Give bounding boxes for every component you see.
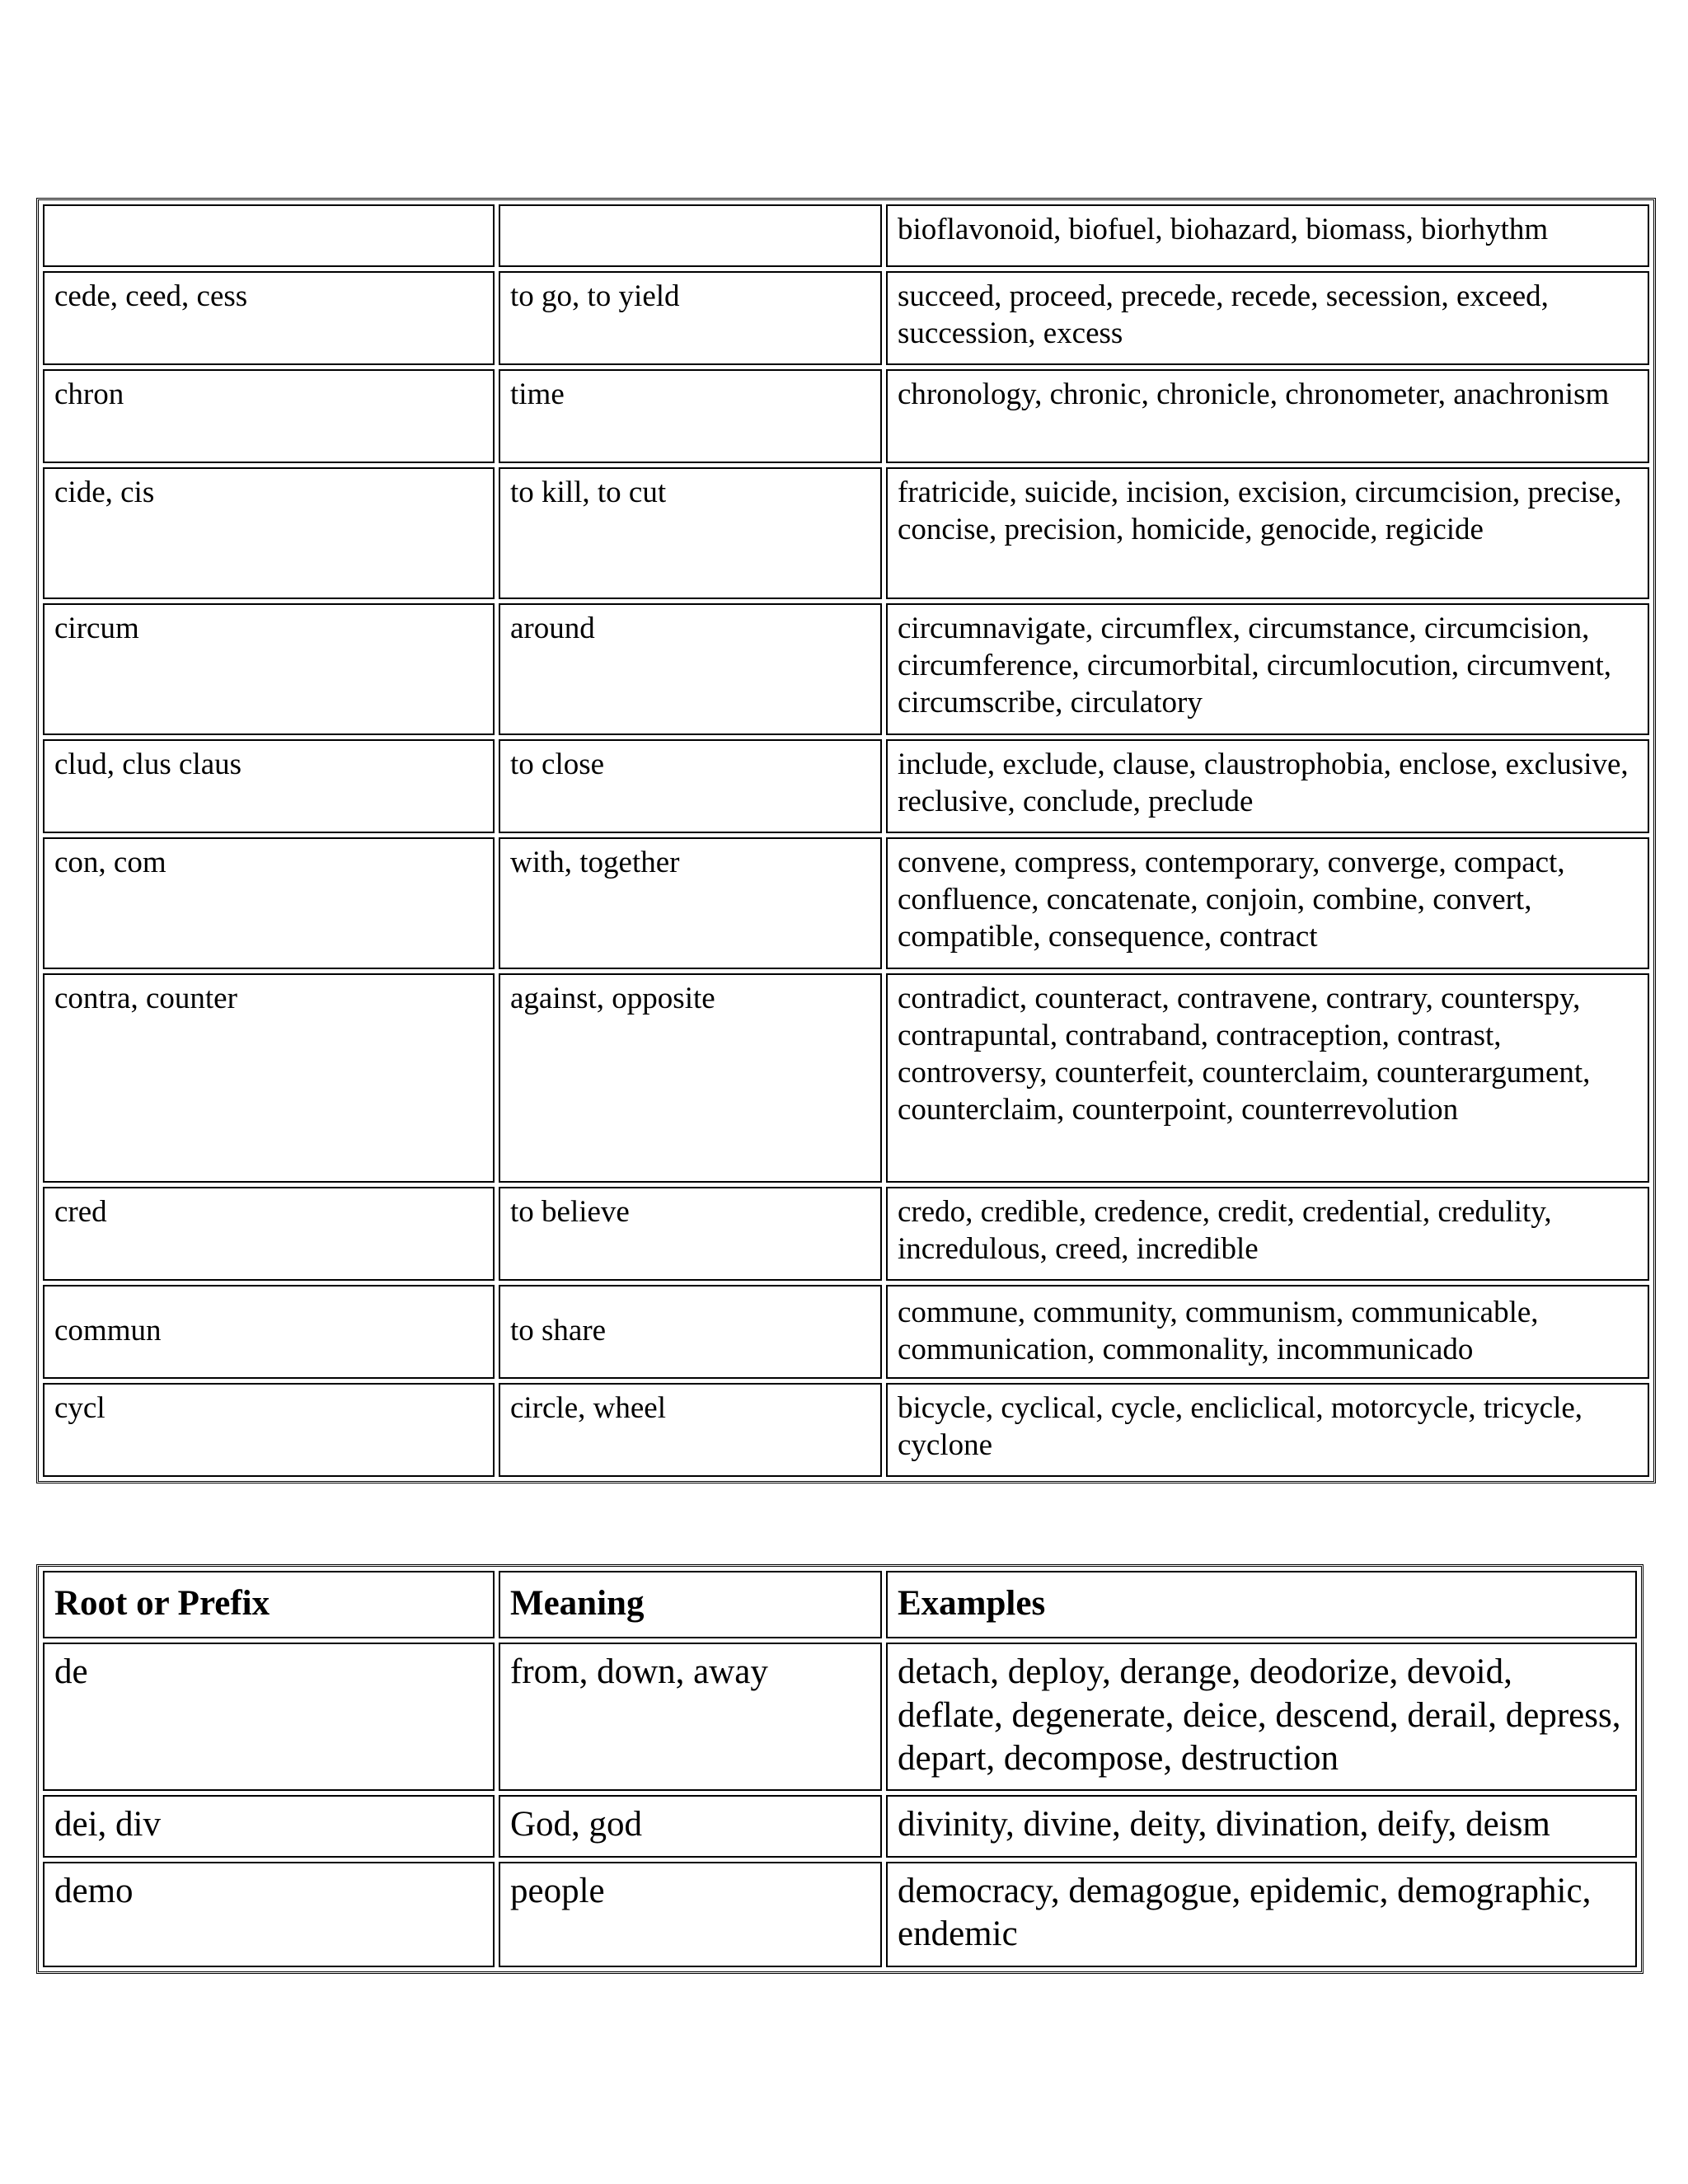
root-cell: chron [43,369,495,463]
meaning-cell [499,204,882,267]
meaning-cell: circle, wheel [499,1383,882,1477]
table-row [43,837,1649,969]
roots-table-continued [36,198,1656,1483]
table-row [43,1795,1637,1858]
meaning-cell: to close [499,739,882,833]
examples-cell: contradict, counteract, contravene, contrary, counterspy, contrapuntal, contraband, contraception, contrast, controversy, counterfeit, counterclaim, counterargument, counterclaim, counterpoint, counterrevolution [886,973,1649,1183]
meaning-cell: to believe [499,1187,882,1281]
meaning-cell: with, together [499,837,882,969]
root-cell: cycl [43,1383,495,1477]
meaning-cell: to kill, to cut [499,467,882,599]
root-cell: cide, cis [43,467,495,599]
meaning-cell: from, down, away [499,1643,882,1790]
table-row [43,603,1649,735]
meaning-cell: God, god [499,1795,882,1858]
table-row [43,739,1649,833]
meaning-cell: around [499,603,882,735]
header-meaning: Meaning [499,1571,882,1638]
root-cell: contra, counter [43,973,495,1183]
examples-cell: circumnavigate, circumflex, circumstance, circumcision, circumference, circumorbital, circumlocution, circumvent, circumscribe, circulatory [886,603,1649,735]
examples-cell: fratricide, suicide, incision, excision, circumcision, precise, concise, precision, homicide, genocide, regicide [886,467,1649,599]
table-row [43,1643,1637,1790]
root-cell: dei, div [43,1795,495,1858]
examples-cell: bioflavonoid, biofuel, biohazard, biomass, biorhythm [886,204,1649,267]
table-row [43,369,1649,463]
header-root-or-prefix: Root or Prefix [43,1571,495,1638]
root-cell: de [43,1643,495,1790]
root-cell: circum [43,603,495,735]
table-row [43,204,1649,267]
table-header-row [43,1571,1637,1638]
table-row [43,467,1649,599]
root-cell [43,204,495,267]
examples-cell: commune, community, communism, communicable, communication, commonality, incommunicado [886,1285,1649,1379]
table-row [43,1285,1649,1379]
root-cell: cred [43,1187,495,1281]
meaning-cell: against, opposite [499,973,882,1183]
meaning-cell: time [499,369,882,463]
table-row [43,973,1649,1183]
root-cell: demo [43,1862,495,1967]
header-examples: Examples [886,1571,1637,1638]
table-row [43,1383,1649,1477]
root-cell: clud, clus claus [43,739,495,833]
meaning-cell: people [499,1862,882,1967]
examples-cell: divinity, divine, deity, divination, deify, deism [886,1795,1637,1858]
root-cell: cede, ceed, cess [43,271,495,365]
root-cell: commun [43,1285,495,1379]
table-row [43,271,1649,365]
examples-cell: succeed, proceed, precede, recede, secession, exceed, succession, excess [886,271,1649,365]
meaning-cell: to go, to yield [499,271,882,365]
examples-cell: include, exclude, clause, claustrophobia, enclose, exclusive, reclusive, conclude, preclude [886,739,1649,833]
examples-cell: convene, compress, contemporary, converge, compact, confluence, concatenate, conjoin, combine, convert, compatible, consequence, contract [886,837,1649,969]
examples-cell: chronology, chronic, chronicle, chronometer, anachronism [886,369,1649,463]
roots-table-d [36,1564,1643,1974]
root-cell: con, com [43,837,495,969]
examples-cell: bicycle, cyclical, cycle, encliclical, motorcycle, tricycle, cyclone [886,1383,1649,1477]
examples-cell: democracy, demagogue, epidemic, demographic, endemic [886,1862,1637,1967]
meaning-cell: to share [499,1285,882,1379]
examples-cell: credo, credible, credence, credit, credential, credulity, incredulous, creed, incredible [886,1187,1649,1281]
table-row [43,1187,1649,1281]
examples-cell: detach, deploy, derange, deodorize, devoid, deflate, degenerate, deice, descend, derail, depress, depart, decompose, destruction [886,1643,1637,1790]
table-row [43,1862,1637,1967]
